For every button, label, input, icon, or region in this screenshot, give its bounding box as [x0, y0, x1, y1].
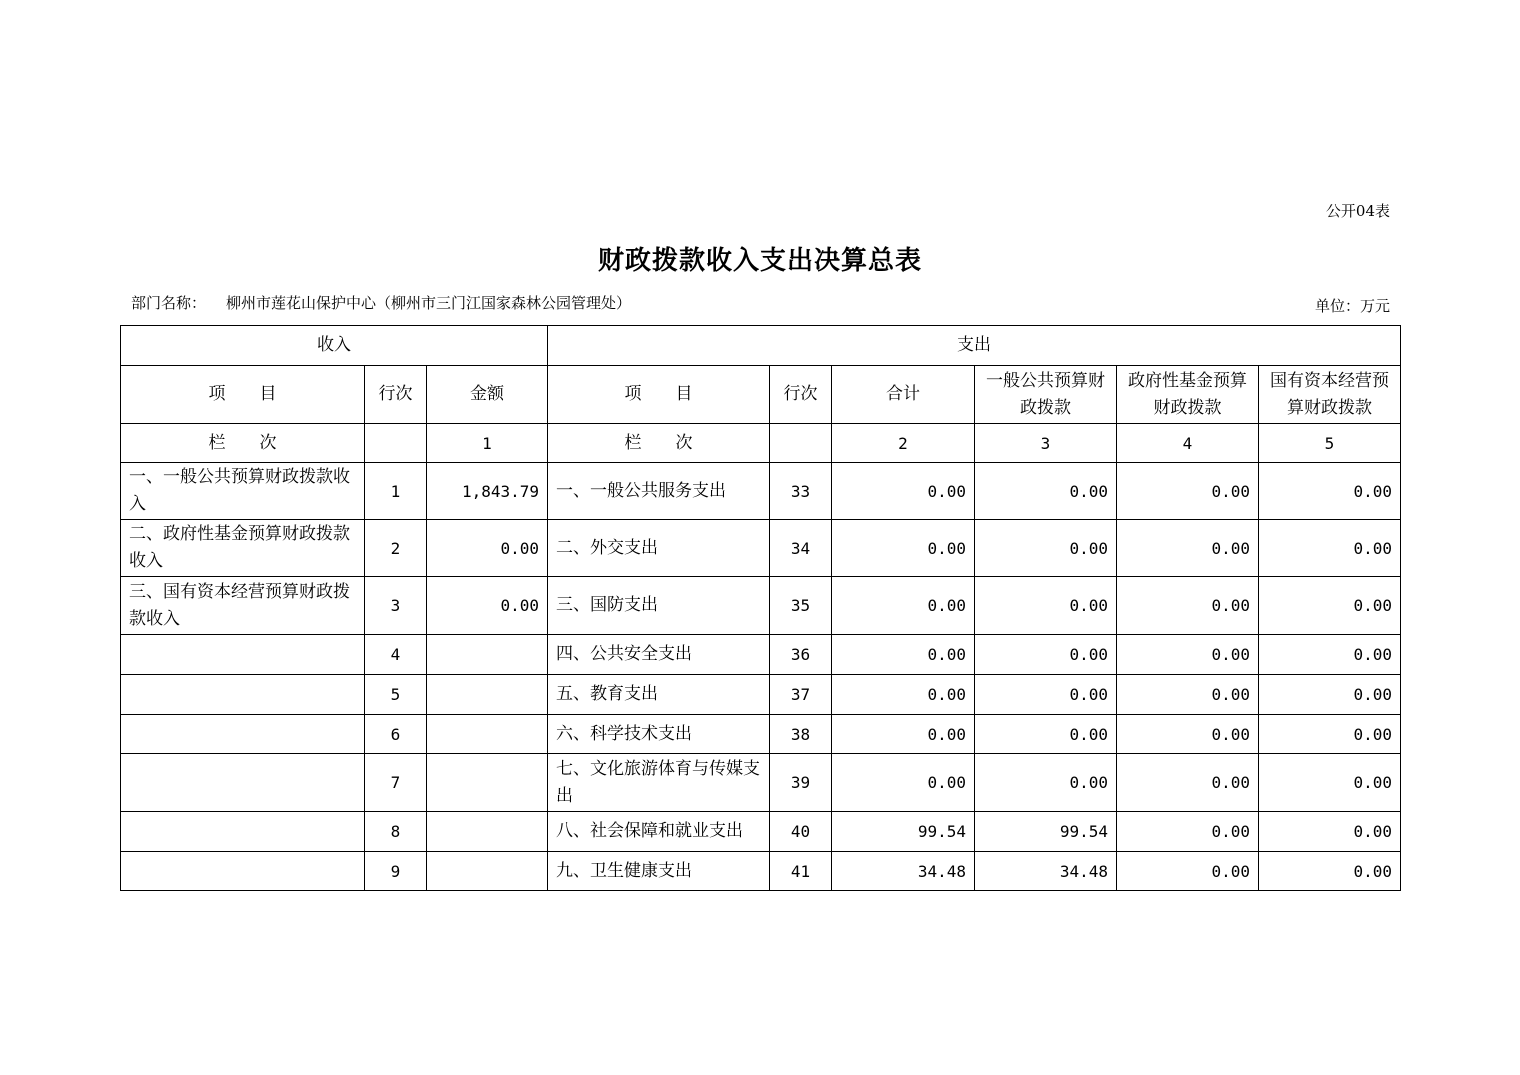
income-line: 5: [365, 675, 427, 715]
expense-line-header: 行次: [770, 366, 832, 424]
expense-column-label: 栏 次: [548, 424, 770, 463]
fund-amount: 0.00: [1117, 635, 1259, 675]
page-title: 财政拨款收入支出决算总表: [597, 246, 922, 276]
expense-item: 三、国防支出: [548, 577, 770, 635]
col-num-4: 4: [1117, 424, 1259, 463]
expense-item: 八、社会保障和就业支出: [548, 812, 770, 852]
table-row: [121, 577, 1401, 635]
general-amount: 0.00: [975, 754, 1117, 812]
state-capital-header: 国有资本经营预算财政拨款: [1259, 366, 1401, 424]
total-header: 合计: [832, 366, 975, 424]
general-amount: 0.00: [975, 675, 1117, 715]
expense-line: 34: [770, 520, 832, 577]
income-amount-header: 金额: [427, 366, 548, 424]
expense-line: 39: [770, 754, 832, 812]
capital-amount: 0.00: [1259, 852, 1401, 891]
total-amount: 0.00: [832, 715, 975, 754]
general-amount: 0.00: [975, 463, 1117, 520]
income-amount: 0.00: [427, 520, 548, 577]
income-line: 1: [365, 463, 427, 520]
income-item: [121, 715, 365, 754]
capital-amount: 0.00: [1259, 577, 1401, 635]
fund-amount: 0.00: [1117, 520, 1259, 577]
table-row: [121, 715, 1401, 754]
expense-item: 六、科学技术支出: [548, 715, 770, 754]
general-amount: 99.54: [975, 812, 1117, 852]
income-item: 二、政府性基金预算财政拨款收入: [121, 520, 365, 577]
empty-cell: [770, 424, 832, 463]
income-amount: [427, 675, 548, 715]
expense-header: 支出: [548, 326, 1401, 366]
income-amount: [427, 635, 548, 675]
fund-amount: 0.00: [1117, 675, 1259, 715]
expense-line: 40: [770, 812, 832, 852]
general-amount: 0.00: [975, 577, 1117, 635]
department-name: 柳州市莲花山保护中心（柳州市三门江国家森林公园管理处）: [226, 294, 632, 312]
income-line: 9: [365, 852, 427, 891]
total-amount: 34.48: [832, 852, 975, 891]
table-row: [121, 635, 1401, 675]
fund-amount: 0.00: [1117, 852, 1259, 891]
general-budget-header: 一般公共预算财政拨款: [975, 366, 1117, 424]
total-amount: 0.00: [832, 577, 975, 635]
income-amount: [427, 715, 548, 754]
total-amount: 0.00: [832, 520, 975, 577]
income-line: 7: [365, 754, 427, 812]
general-amount: 0.00: [975, 520, 1117, 577]
col-num-5: 5: [1259, 424, 1401, 463]
capital-amount: 0.00: [1259, 715, 1401, 754]
total-amount: 0.00: [832, 675, 975, 715]
expense-line: 35: [770, 577, 832, 635]
table-row: [121, 754, 1401, 812]
income-item: [121, 635, 365, 675]
expense-line: 41: [770, 852, 832, 891]
capital-amount: 0.00: [1259, 754, 1401, 812]
income-amount: [427, 852, 548, 891]
expense-line: 33: [770, 463, 832, 520]
income-amount: [427, 812, 548, 852]
income-line: 8: [365, 812, 427, 852]
income-amount: 1,843.79: [427, 463, 548, 520]
form-code: 公开04表: [1325, 202, 1390, 220]
total-amount: 99.54: [832, 812, 975, 852]
income-column-label: 栏 次: [121, 424, 365, 463]
capital-amount: 0.00: [1259, 520, 1401, 577]
income-line: 6: [365, 715, 427, 754]
expense-item: 一、一般公共服务支出: [548, 463, 770, 520]
income-item: [121, 675, 365, 715]
income-amount: [427, 754, 548, 812]
col-num-1: 1: [427, 424, 548, 463]
department-label: 部门名称：: [131, 294, 207, 312]
total-amount: 0.00: [832, 635, 975, 675]
col-num-2: 2: [832, 424, 975, 463]
income-item: [121, 812, 365, 852]
section-header-row: [121, 326, 1401, 366]
capital-amount: 0.00: [1259, 463, 1401, 520]
income-item-header: 项 目: [121, 366, 365, 424]
column-header-row: [121, 366, 1401, 424]
income-item: 三、国有资本经营预算财政拨款收入: [121, 577, 365, 635]
income-amount: 0.00: [427, 577, 548, 635]
column-number-row: [121, 424, 1401, 463]
empty-cell: [365, 424, 427, 463]
total-amount: 0.00: [832, 463, 975, 520]
expense-line: 37: [770, 675, 832, 715]
table-row: [121, 520, 1401, 577]
expense-item-header: 项 目: [548, 366, 770, 424]
expense-item: 九、卫生健康支出: [548, 852, 770, 891]
income-header: 收入: [121, 326, 548, 366]
expense-item: 五、教育支出: [548, 675, 770, 715]
fund-amount: 0.00: [1117, 754, 1259, 812]
general-amount: 0.00: [975, 715, 1117, 754]
income-item: [121, 852, 365, 891]
table-row: [121, 675, 1401, 715]
capital-amount: 0.00: [1259, 812, 1401, 852]
expense-item: 七、文化旅游体育与传媒支出: [548, 754, 770, 812]
capital-amount: 0.00: [1259, 675, 1401, 715]
expense-line: 36: [770, 635, 832, 675]
expense-item: 四、公共安全支出: [548, 635, 770, 675]
fund-amount: 0.00: [1117, 812, 1259, 852]
capital-amount: 0.00: [1259, 635, 1401, 675]
income-line-header: 行次: [365, 366, 427, 424]
gov-fund-header: 政府性基金预算财政拨款: [1117, 366, 1259, 424]
table-row: [121, 852, 1401, 891]
expense-line: 38: [770, 715, 832, 754]
income-line: 4: [365, 635, 427, 675]
fund-amount: 0.00: [1117, 577, 1259, 635]
income-item: 一、一般公共预算财政拨款收入: [121, 463, 365, 520]
table-row: [121, 463, 1401, 520]
col-num-3: 3: [975, 424, 1117, 463]
fund-amount: 0.00: [1117, 715, 1259, 754]
general-amount: 34.48: [975, 852, 1117, 891]
total-amount: 0.00: [832, 754, 975, 812]
expense-item: 二、外交支出: [548, 520, 770, 577]
income-line: 2: [365, 520, 427, 577]
table-row: [121, 812, 1401, 852]
fund-amount: 0.00: [1117, 463, 1259, 520]
income-item: [121, 754, 365, 812]
income-line: 3: [365, 577, 427, 635]
department-line: [131, 292, 631, 313]
unit-label: 单位：万元: [1314, 297, 1390, 315]
general-amount: 0.00: [975, 635, 1117, 675]
budget-table: [120, 325, 1401, 891]
